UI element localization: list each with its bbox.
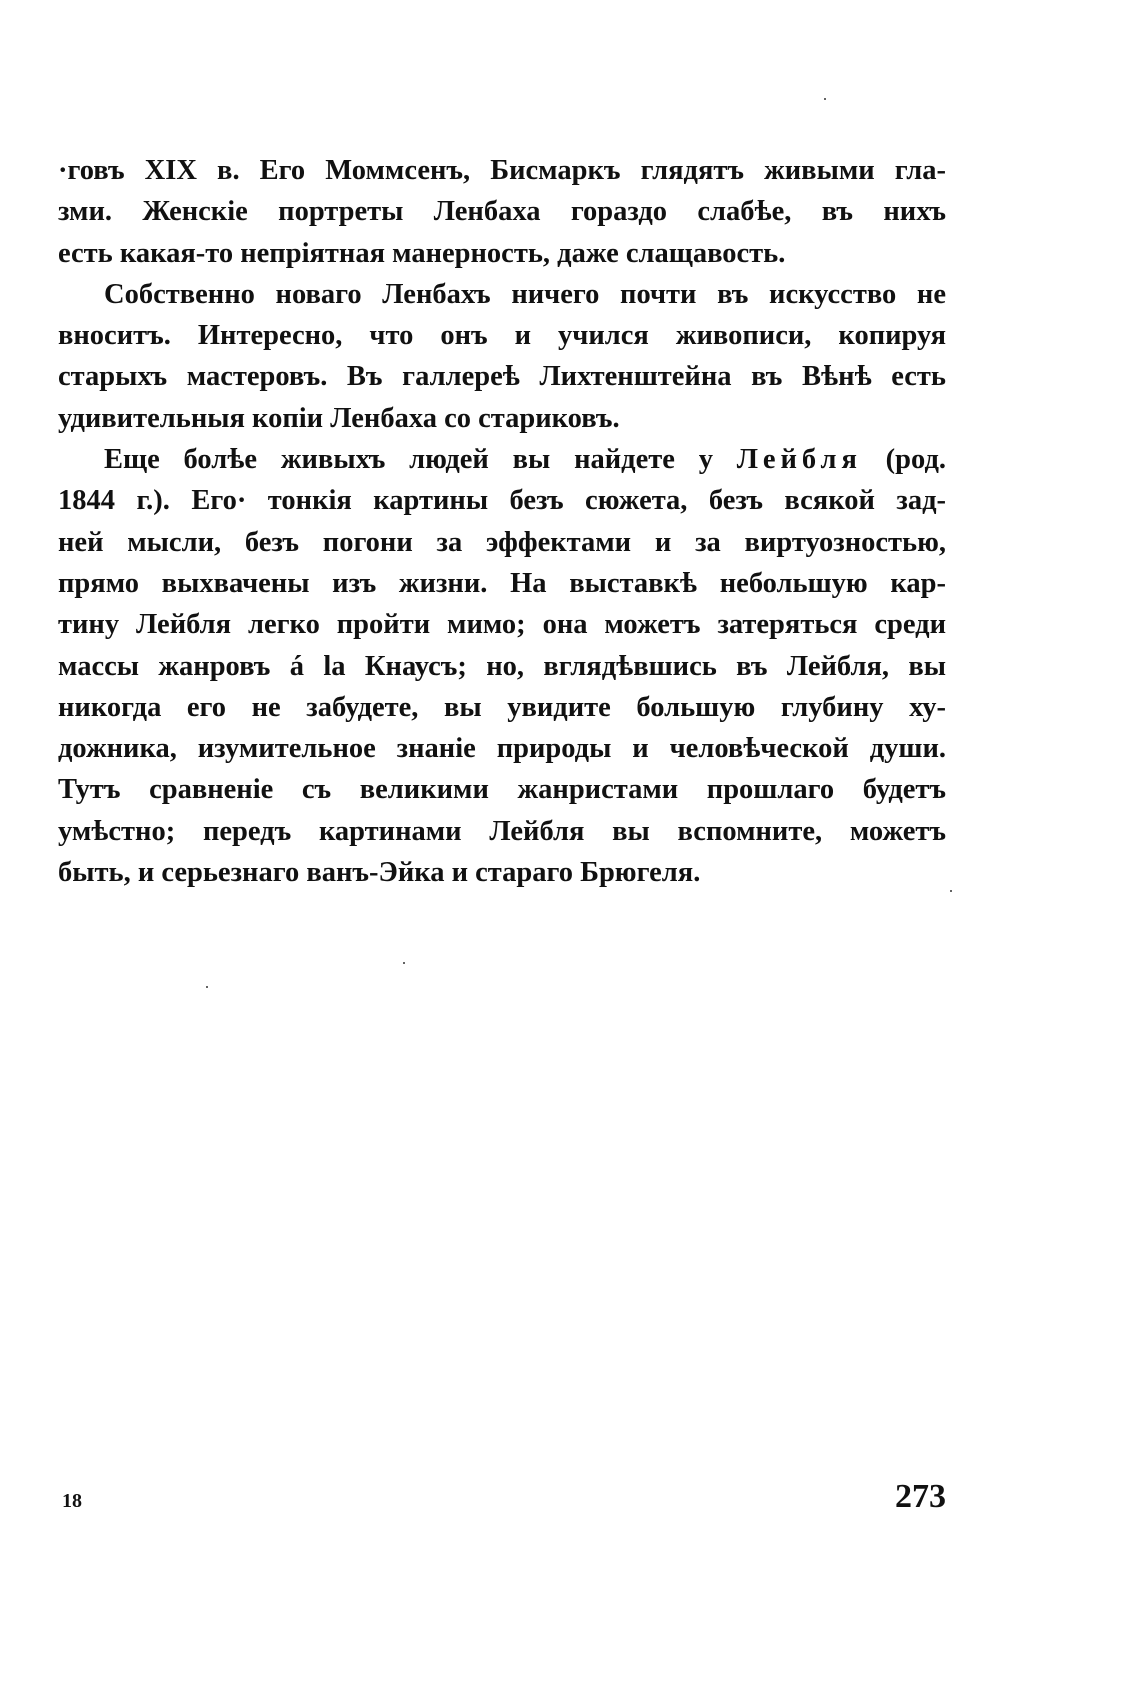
paragraph-2 [58, 274, 946, 439]
text-line: зми. Женскіе портреты Ленбаха гораздо слабѣе, въ нихъ [58, 196, 946, 228]
text-line: быть, и серьезнаго ванъ-Эйка и стараго Брюгеля. [58, 857, 701, 889]
text-line: 1844 г.). Его· тонкія картины безъ сюжета, безъ всякой зад- [58, 485, 946, 517]
text-line [58, 439, 946, 480]
text-fragment: Еще болѣе живыхъ людей вы найдете у [104, 444, 737, 476]
text-line: Собственно новаго Ленбахъ ничего почти въ искусство не [104, 278, 946, 310]
paragraph-1 [58, 150, 946, 274]
page-footer [62, 1478, 946, 1528]
text-line: удивительныя копіи Ленбаха со стариковъ. [58, 402, 620, 434]
text-line: Тутъ сравненіе съ великими жанристами прошлаго будетъ [58, 774, 946, 806]
signature-mark: 18 [62, 1490, 82, 1512]
text-line: массы жанровъ á la Кнаусъ; но, вглядѣвшись въ Лейбля, вы [58, 650, 946, 682]
text-line: прямо выхвачены изъ жизни. На выставкѣ небольшую кар- [58, 567, 946, 599]
text-line: дожника, изумительное знаніе природы и человѣческой души. [58, 733, 946, 765]
text-line: ·говъ XIX в. Его Моммсенъ, Бисмаркъ глядятъ живыми гла- [58, 155, 946, 186]
text-line: вноситъ. Интересно, что онъ и учился живописи, копируя [58, 320, 946, 352]
print-speck [824, 98, 826, 100]
page-body [58, 150, 946, 893]
text-line: старыхъ мастеровъ. Въ галлереѣ Лихтенштейна въ Вѣнѣ есть [58, 361, 946, 393]
print-speck [950, 890, 952, 892]
text-fragment: (род. [861, 444, 946, 476]
text-line: тину Лейбля легко пройти мимо; она можетъ затеряться среди [58, 609, 946, 641]
print-speck [206, 986, 208, 988]
text-line: умѣстно; передъ картинами Лейбля вы вспомните, можетъ [58, 815, 946, 847]
print-speck [403, 962, 405, 964]
text-line: есть какая-то непріятная манерность, даже слащавость. [58, 237, 786, 269]
spaced-name: Лейбля [736, 444, 862, 476]
paragraph-3 [58, 439, 946, 893]
page-number: 273 [895, 1478, 946, 1515]
text-line: никогда его не забудете, вы увидите большую глубину ху- [58, 691, 946, 723]
text-line: ней мысли, безъ погони за эффектами и за виртуозностью, [58, 526, 946, 558]
